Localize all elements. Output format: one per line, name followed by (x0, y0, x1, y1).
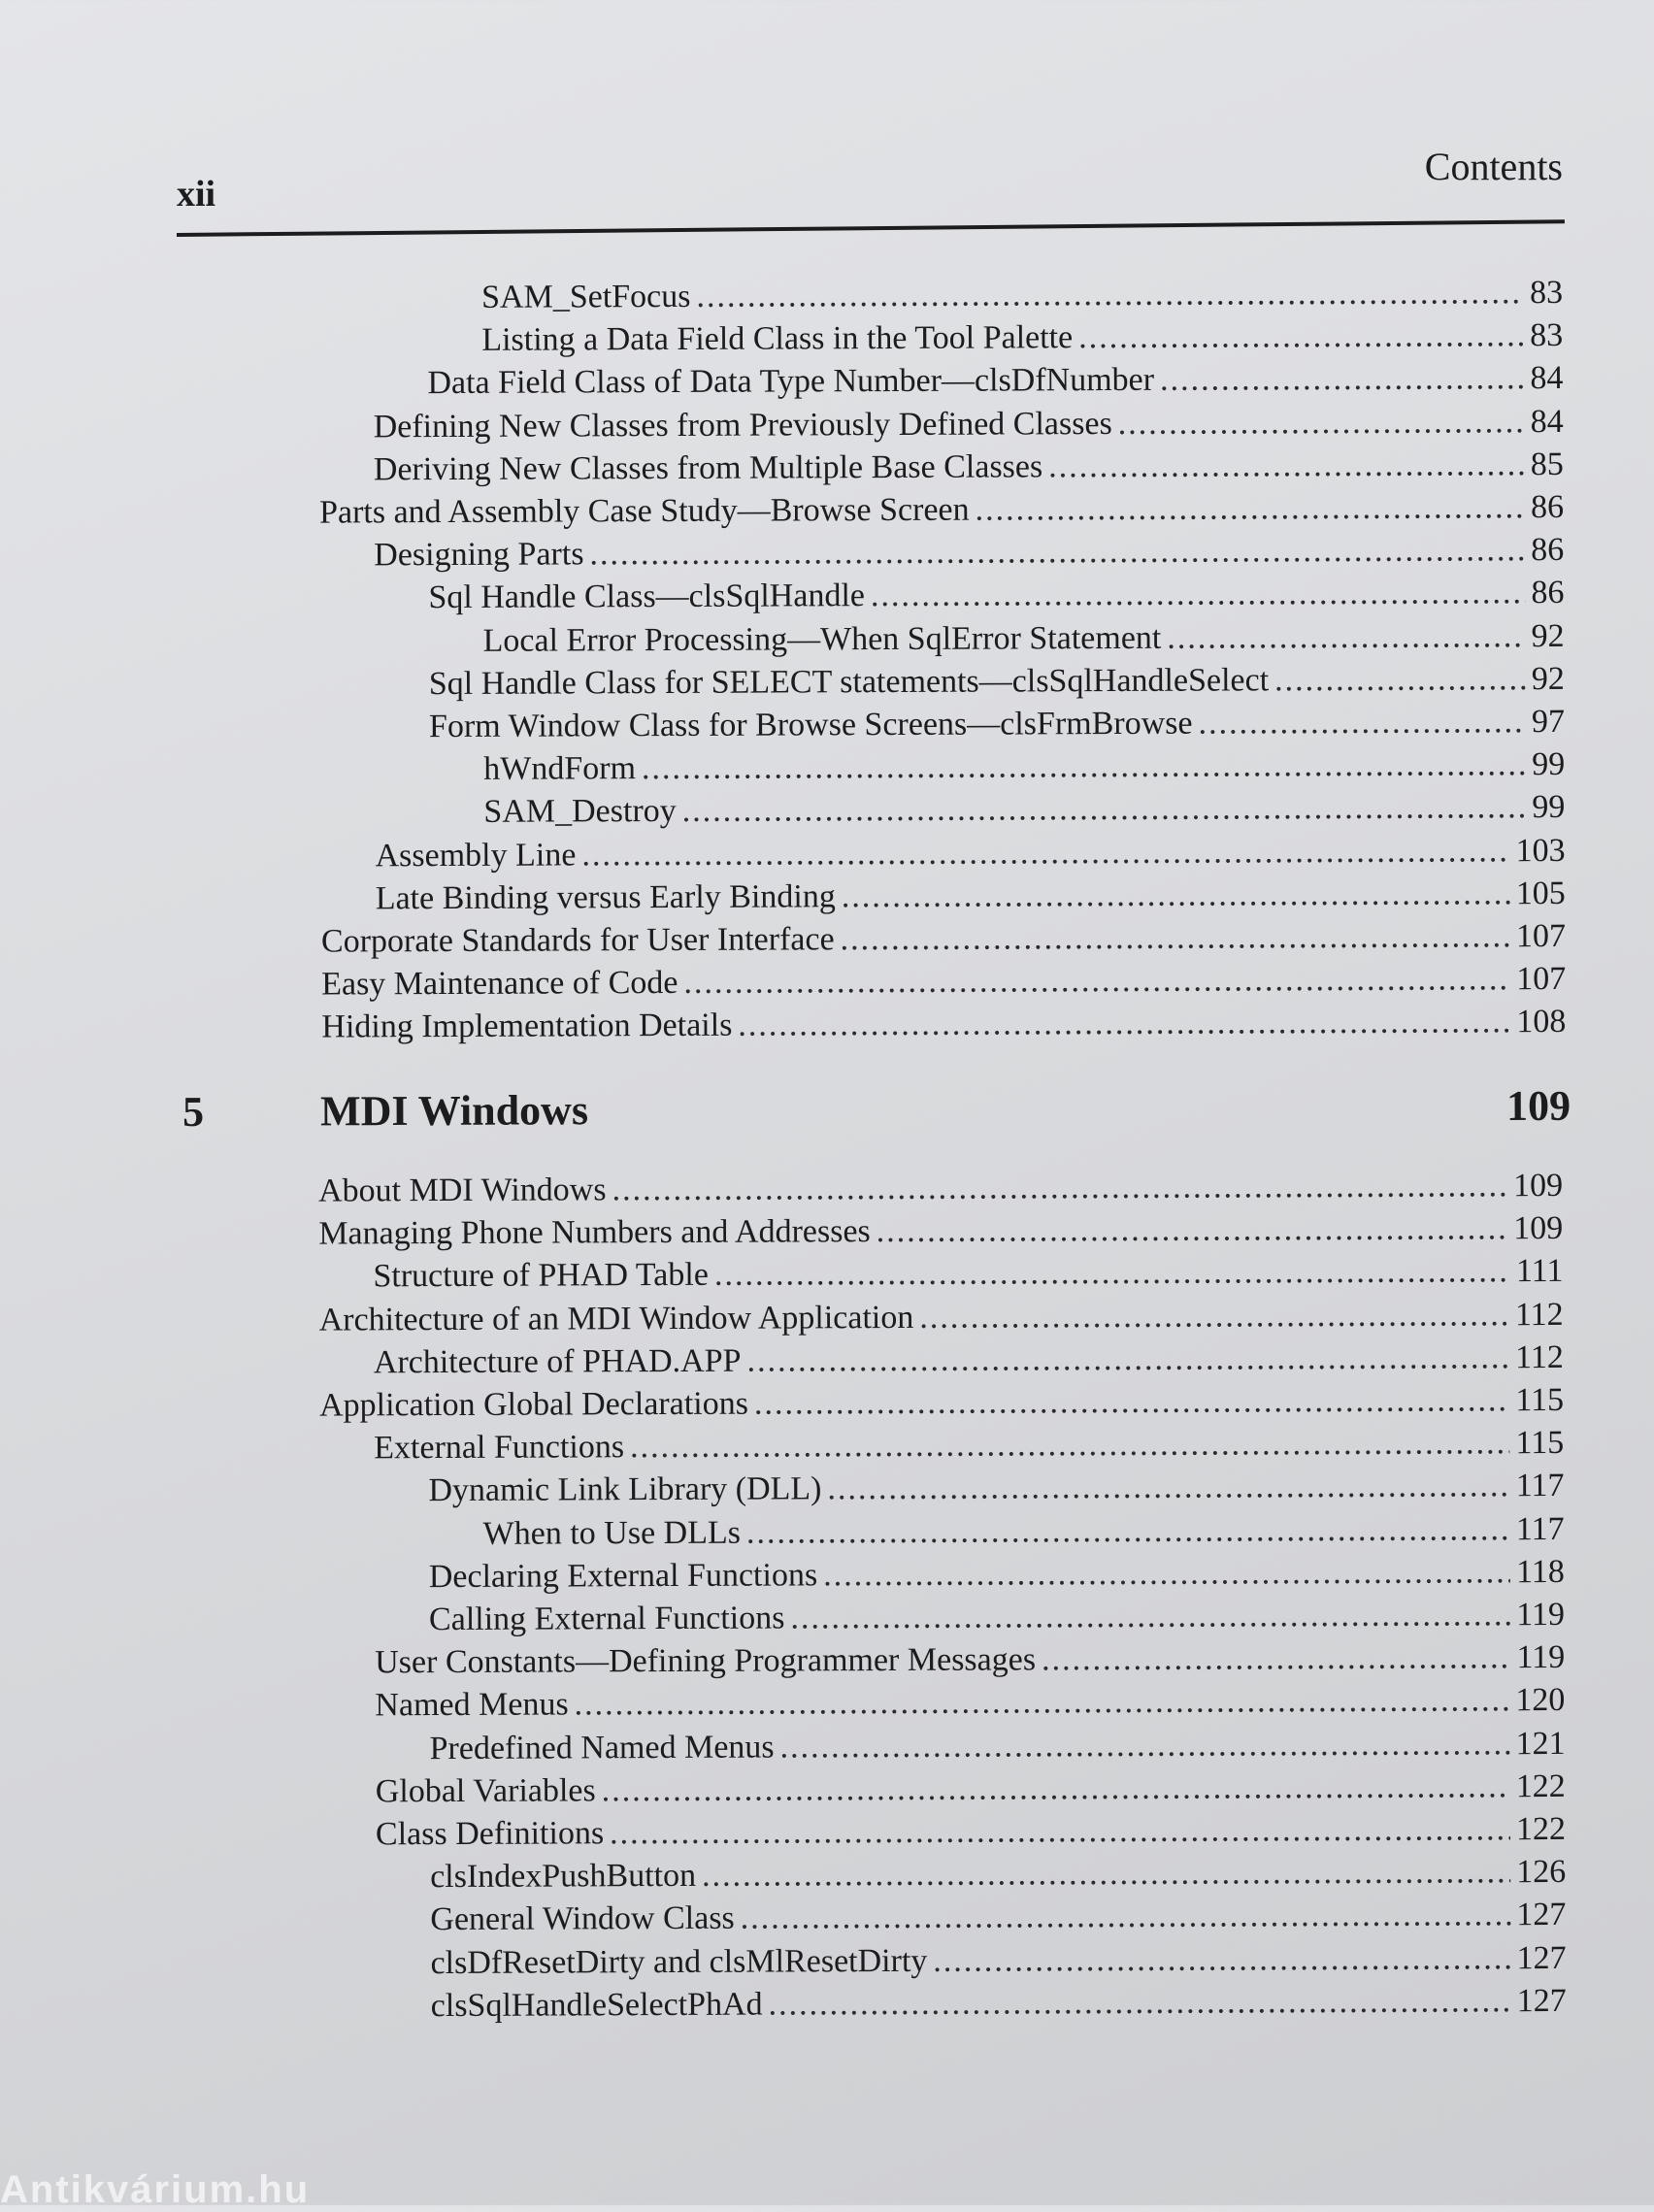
toc-entry-page: 126 (1516, 1853, 1567, 1891)
toc-entry-title: Managing Phone Numbers and Addresses (318, 1213, 871, 1252)
toc-entry-page: 112 (1514, 1296, 1564, 1334)
toc-entry-title: Global Variables (375, 1772, 596, 1810)
dot-leader (702, 1854, 1510, 1895)
toc-entry-title: Hiding Implementation Details (321, 1007, 733, 1045)
dot-leader (780, 1726, 1510, 1766)
toc-entry-page: 107 (1516, 960, 1567, 998)
toc-entry-title: Easy Maintenance of Code (321, 964, 678, 1003)
toc-entry (376, 1768, 1566, 1810)
toc-entry (430, 1940, 1566, 1982)
dot-leader (877, 1210, 1508, 1250)
toc-entry-title: Late Binding versus Early Binding (375, 878, 836, 917)
toc-entry (430, 1854, 1566, 1896)
toc-entry (375, 1682, 1565, 1724)
page-number: xii (177, 174, 216, 215)
toc-entry (319, 1382, 1564, 1425)
toc-entry (321, 918, 1566, 961)
toc-entry-title: Defining New Classes from Previously Defined Classes (373, 406, 1112, 446)
dot-leader (976, 489, 1526, 528)
toc-lower (0, 1167, 1654, 2025)
toc-entry-page: 97 (1531, 703, 1566, 741)
toc-entry (374, 1339, 1564, 1381)
dot-leader (823, 1554, 1510, 1594)
toc-entry-title: About MDI Windows (317, 1172, 607, 1209)
dot-leader (746, 1339, 1509, 1379)
toc-entry-page: 119 (1516, 1596, 1566, 1634)
dot-leader (642, 746, 1526, 787)
chapter-number: 5 (182, 1087, 205, 1136)
toc-entry-title: Calling External Functions (428, 1600, 785, 1638)
toc-entry (429, 1554, 1565, 1596)
toc-entry (321, 961, 1566, 1004)
toc-entry-page: 127 (1516, 1982, 1567, 2020)
toc-entry-title: Designing Parts (374, 536, 584, 574)
toc-entry-title: clsIndexPushButton (430, 1857, 697, 1896)
toc-entry-page: 84 (1530, 403, 1564, 441)
dot-leader (871, 575, 1526, 614)
toc-entry-title: clsSqlHandleSelectPhAd (430, 1986, 763, 2025)
toc-entry-title: Class Definitions (375, 1815, 605, 1853)
dot-leader (741, 1897, 1511, 1936)
toc-entry-page: 99 (1532, 745, 1566, 783)
toc-entry-title: Sql Handle Class for SELECT statements—clsSqlHandleSelect (428, 662, 1270, 703)
toc-entry-title: Architecture of PHAD.APP (373, 1342, 742, 1381)
dot-leader (1274, 661, 1526, 699)
chapter-title: MDI Windows (320, 1086, 589, 1136)
dot-leader (933, 1940, 1510, 1980)
dot-leader (696, 275, 1524, 315)
dot-leader (769, 1983, 1511, 2023)
toc-entry-title: Sql Handle Class—clsSqlHandle (428, 578, 866, 616)
toc-entry-page: 86 (1531, 531, 1565, 569)
dot-leader (581, 833, 1509, 874)
toc-entry-page: 108 (1516, 1003, 1567, 1040)
toc-entry-title: When to Use DLLs (482, 1514, 742, 1552)
toc-entry-title: SAM_SetFocus (480, 278, 691, 315)
toc-entry-title: Predefined Named Menus (429, 1729, 775, 1767)
toc-entry-page: 103 (1515, 832, 1566, 870)
toc-entry (483, 1511, 1565, 1553)
toc-entry-title: Declaring External Functions (428, 1557, 818, 1596)
dot-leader (919, 1297, 1509, 1337)
toc-entry (374, 446, 1564, 488)
running-head: Contents (1424, 145, 1563, 188)
toc-entry-page: 111 (1515, 1252, 1564, 1290)
toc-entry (319, 1297, 1564, 1339)
toc-entry-page: 119 (1516, 1638, 1566, 1676)
toc-entry-page: 86 (1530, 488, 1565, 526)
dot-leader (589, 532, 1525, 573)
toc-entry (374, 532, 1564, 574)
dot-leader (683, 961, 1510, 1002)
toc-entry (321, 1004, 1566, 1046)
toc-entry-title: Application Global Declarations (318, 1385, 748, 1424)
toc-entry (429, 704, 1565, 745)
toc-entry-title: SAM_Destroy (483, 792, 677, 830)
toc-entry-page: 112 (1515, 1338, 1564, 1376)
toc-entry-title: External Functions (374, 1429, 625, 1467)
toc-entry (481, 317, 1563, 359)
toc-entry (373, 1253, 1563, 1295)
toc-entry-page: 99 (1532, 788, 1566, 826)
toc-entry-title: Listing a Data Field Class in the Tool Palette (481, 319, 1074, 358)
toc-entry (375, 1639, 1565, 1681)
toc-entry-page: 122 (1515, 1810, 1567, 1848)
toc-entry (376, 875, 1566, 917)
toc-entry (319, 489, 1564, 532)
dot-leader (738, 1004, 1510, 1043)
toc-entry-page: 86 (1531, 574, 1565, 611)
toc-entry-page: 127 (1516, 1939, 1567, 1977)
dot-leader (841, 918, 1510, 958)
toc-entry-title: Form Window Class for Browse Screens—clsFrmBrowse (428, 705, 1193, 745)
dot-leader (1078, 317, 1524, 356)
dot-leader (1160, 360, 1525, 399)
toc-entry-page: 83 (1529, 274, 1564, 312)
toc-entry-page: 84 (1530, 359, 1564, 397)
toc-entry-title: General Window Class (430, 1899, 735, 1938)
dot-leader (790, 1597, 1510, 1636)
toc-entry-title: Structure of PHAD Table (373, 1256, 709, 1295)
dot-leader (602, 1768, 1510, 1809)
toc-entry (428, 1468, 1564, 1509)
dot-leader (754, 1382, 1510, 1422)
toc-entry-page: 122 (1515, 1767, 1566, 1805)
toc-entry-title: User Constants—Defining Programmer Messages (375, 1641, 1037, 1681)
chapter-page: 109 (1505, 1081, 1571, 1131)
toc-entry (429, 661, 1565, 703)
toc-entry (481, 275, 1563, 316)
toc-entry-title: Parts and Assembly Case Study—Browse Screen (318, 491, 970, 531)
toc-entry-title: Corporate Standards for User Interface (320, 921, 835, 960)
toc-entry-page: 109 (1513, 1209, 1564, 1247)
dot-leader (682, 789, 1527, 830)
toc-entry-title: Named Menus (375, 1686, 569, 1724)
toc-entry (376, 833, 1566, 875)
header-rule (177, 219, 1565, 237)
toc-entry (429, 1597, 1565, 1638)
toc-entry (427, 360, 1563, 402)
toc-entry (318, 1210, 1563, 1253)
toc-entry (483, 789, 1565, 831)
dot-leader (630, 1425, 1510, 1466)
toc-entry (374, 404, 1564, 446)
dot-leader (1118, 404, 1525, 443)
chapter-heading (182, 1081, 1571, 1137)
dot-leader (610, 1811, 1510, 1852)
toc-entry-title: hWndForm (483, 750, 637, 787)
dot-leader (1198, 704, 1526, 742)
toc-entry (430, 1726, 1566, 1767)
watermark: Antikvárium.hu (0, 2168, 311, 2211)
dot-leader (842, 875, 1510, 915)
toc-entry-page: 117 (1515, 1510, 1565, 1548)
toc-entry-title: Architecture of an MDI Window Application (318, 1299, 914, 1338)
toc-entry (431, 1983, 1567, 2025)
toc-entry-title: Local Error Processing—When SqlError Statement (482, 619, 1162, 659)
toc-entry-page: 92 (1531, 660, 1565, 698)
toc-entry-title: Deriving New Classes from Multiple Base Classes (373, 448, 1043, 488)
toc-entry-page: 85 (1530, 446, 1564, 483)
toc-entry-page: 121 (1515, 1725, 1566, 1763)
toc-entry-page: 118 (1515, 1553, 1565, 1591)
toc-entry-title: clsDfResetDirty and clsMlResetDirty (430, 1942, 928, 1982)
toc-entry (483, 746, 1565, 788)
dot-leader (612, 1168, 1507, 1208)
toc-entry (374, 1425, 1564, 1467)
dot-leader (714, 1253, 1510, 1294)
toc-entry-title: Dynamic Link Library (DLL) (428, 1470, 822, 1509)
toc-entry (483, 618, 1565, 660)
dot-leader (575, 1682, 1510, 1723)
toc-upper (0, 274, 1654, 1045)
toc-entry (318, 1168, 1563, 1210)
toc-entry-title: Assembly Line (375, 837, 577, 875)
dot-leader (746, 1511, 1510, 1551)
toc-entry-page: 105 (1515, 875, 1566, 912)
toc-entry (428, 575, 1564, 616)
toc-entry-title: Data Field Class of Data Type Number—clsDfNumber (427, 361, 1155, 402)
dot-leader (1042, 1639, 1511, 1678)
toc-entry-page: 107 (1515, 917, 1567, 955)
toc-entry-page: 127 (1516, 1896, 1567, 1933)
dot-leader (827, 1468, 1509, 1507)
toc-entry (376, 1811, 1566, 1853)
toc-entry-page: 92 (1531, 617, 1565, 655)
toc-entry-page: 109 (1512, 1167, 1564, 1205)
toc-entry-page: 115 (1515, 1424, 1565, 1462)
dot-leader (1167, 618, 1525, 657)
dot-leader (1048, 446, 1525, 485)
toc-entry-page: 117 (1515, 1467, 1565, 1504)
toc-entry-page: 115 (1515, 1381, 1565, 1419)
toc-entry-page: 120 (1515, 1681, 1566, 1719)
toc-entry (430, 1897, 1566, 1938)
toc-entry-page: 83 (1530, 316, 1564, 354)
